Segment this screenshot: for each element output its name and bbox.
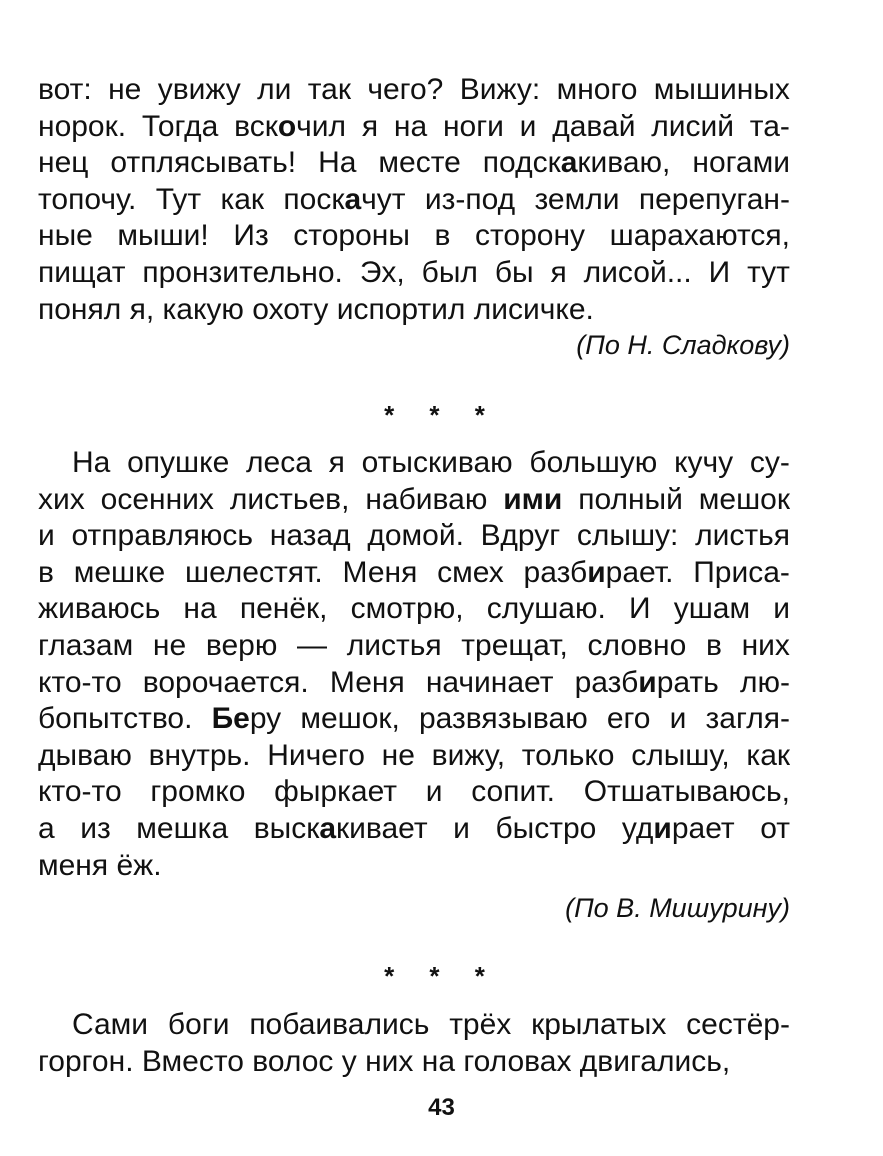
word: та- <box>749 109 790 143</box>
word: назад <box>269 519 351 553</box>
word: как <box>220 182 265 216</box>
word: пронзительно. <box>142 255 343 289</box>
word: Ничего <box>267 738 365 772</box>
word: и <box>773 592 790 626</box>
word: громко <box>150 775 246 809</box>
word: и <box>519 109 537 143</box>
word: шелестят. <box>185 555 323 589</box>
word: кто-то <box>38 665 122 699</box>
section-separator: * * * <box>384 961 499 991</box>
word: от <box>760 811 790 845</box>
word: был <box>421 255 478 289</box>
word: И <box>628 592 651 626</box>
word: Вдруг <box>480 519 561 553</box>
word: так <box>307 73 351 106</box>
word: леса <box>246 446 312 479</box>
word: я <box>550 255 567 289</box>
text-line <box>38 182 790 219</box>
word: кучу <box>674 446 734 479</box>
word: земли <box>534 182 620 216</box>
text-line <box>38 72 790 109</box>
text-section-gorgons <box>38 1007 790 1080</box>
word: лю- <box>739 665 790 699</box>
word: ли <box>257 73 292 106</box>
word: бы <box>494 255 534 289</box>
word: я <box>361 109 379 143</box>
word: мышиных <box>653 73 790 106</box>
word: ушам <box>673 592 751 626</box>
text-line <box>38 255 790 292</box>
text-line <box>38 218 790 255</box>
word: тут <box>747 255 790 289</box>
word: стороны <box>293 219 410 253</box>
word: Вижу: <box>459 73 541 106</box>
word: и <box>38 519 55 553</box>
word: Тут <box>155 182 202 216</box>
word: понял я, какую охоту испортил лисичке. <box>38 292 594 326</box>
word: боги <box>167 1008 230 1041</box>
word: а <box>38 811 55 845</box>
word: мешок, <box>300 702 400 736</box>
text-line <box>38 145 790 182</box>
word: разбирает. <box>523 555 674 589</box>
word: листья <box>346 628 442 662</box>
word: только <box>521 738 615 772</box>
text-line <box>38 628 790 665</box>
word: давай <box>552 109 636 143</box>
word: разбирать <box>574 665 719 699</box>
text-line <box>38 1007 790 1044</box>
word: слышу, <box>631 738 730 772</box>
word: бопытство. <box>38 702 193 736</box>
word: ные <box>38 219 93 253</box>
word: увижу <box>157 73 241 106</box>
text-line <box>38 811 790 848</box>
word: развязываю <box>418 702 588 736</box>
word: лисий <box>651 109 735 143</box>
word: мыши! <box>117 219 209 253</box>
word: На <box>72 446 111 479</box>
word: не <box>381 738 415 772</box>
word: побаивались <box>249 1008 430 1041</box>
word: я <box>328 446 345 479</box>
word: Эх, <box>359 255 405 289</box>
word: большую <box>529 446 658 479</box>
word: из <box>80 811 111 845</box>
word: Меня <box>329 665 405 699</box>
word: листья <box>695 519 790 553</box>
word: его <box>606 702 651 736</box>
text-line <box>38 445 790 482</box>
word: дываю <box>38 738 132 772</box>
text-line <box>38 518 790 555</box>
word: сопит. <box>471 775 555 809</box>
word: и <box>425 775 443 809</box>
page-number: 43 <box>428 1094 455 1121</box>
word: на <box>393 109 428 143</box>
word: домой. <box>367 519 464 553</box>
word: листьев, <box>229 482 350 516</box>
word: вскочил <box>234 109 347 143</box>
word: Тогда <box>141 109 219 143</box>
word: словно <box>587 628 687 662</box>
text-line <box>38 591 790 628</box>
word: шарахаются, <box>609 219 790 253</box>
word: осенних <box>100 482 214 516</box>
word: сестёр- <box>686 1008 790 1041</box>
word: ими <box>503 482 563 516</box>
word: На <box>318 146 357 180</box>
word: вижу, <box>431 738 506 772</box>
word: горгон. Вместо волос у них на головах двигались, <box>38 1044 731 1078</box>
word: Из <box>233 219 269 253</box>
word: перепуган- <box>638 182 790 216</box>
word: ворочается. <box>142 665 309 699</box>
word: ногами <box>692 146 790 180</box>
text-line <box>38 1044 790 1081</box>
word: фыркает <box>274 775 397 809</box>
text-line <box>38 665 790 702</box>
word: мешке <box>73 555 166 589</box>
word: отправляюсь <box>71 519 254 553</box>
word: смотрю, <box>350 592 464 626</box>
word: сторону <box>475 219 586 253</box>
word: трещат, <box>461 628 568 662</box>
word: топочу. <box>38 182 137 216</box>
word: в <box>38 555 54 589</box>
text-section-mishurin <box>38 445 790 884</box>
word: су- <box>749 446 790 479</box>
word: поскачут <box>283 182 406 216</box>
word: и <box>453 811 470 845</box>
word: вот: <box>38 73 92 106</box>
word: отыскиваю <box>361 446 513 479</box>
word: чего? <box>367 73 444 106</box>
word: удирает <box>621 811 735 845</box>
word: лисой... <box>583 255 692 289</box>
word: набиваю <box>365 482 488 516</box>
word: Беру <box>211 702 282 736</box>
word: из-под <box>424 182 516 216</box>
word: норок. <box>38 109 127 143</box>
word: выскакивает <box>253 811 428 845</box>
word: И <box>708 255 731 289</box>
text-line <box>38 109 790 146</box>
word: живаюсь <box>38 592 161 626</box>
word: трёх <box>449 1008 512 1041</box>
text-line <box>38 292 790 329</box>
word: не <box>152 628 187 662</box>
word: опушке <box>127 446 230 479</box>
word: смех <box>437 555 504 589</box>
word: ноги <box>442 109 504 143</box>
word: пищат <box>38 255 126 289</box>
text-line <box>38 482 790 519</box>
word: не <box>108 73 142 106</box>
word: хих <box>38 482 85 516</box>
word: слушаю. <box>486 592 606 626</box>
text-line <box>38 555 790 592</box>
word: и <box>669 702 687 736</box>
author-credit-mishurin: (По В. Мишурину) <box>565 893 790 923</box>
word: загля- <box>705 702 790 736</box>
word: слышу: <box>576 519 679 553</box>
word: меня ёж. <box>38 848 162 882</box>
word: Сами <box>72 1008 149 1041</box>
word: Приса- <box>693 555 790 589</box>
word: месте <box>378 146 461 180</box>
word: глазам <box>38 628 134 662</box>
word: — <box>297 628 328 662</box>
word: на <box>183 592 217 626</box>
word: быстро <box>495 811 597 845</box>
text-section-sladkov <box>38 72 790 328</box>
word: кто-то <box>38 775 122 809</box>
section-separator: * * * <box>384 400 499 430</box>
word: много <box>556 73 638 106</box>
word: начинает <box>425 665 554 699</box>
text-line <box>38 738 790 775</box>
word: верю <box>205 628 278 662</box>
word: внутрь. <box>148 738 251 772</box>
text-line <box>38 848 790 885</box>
word: Меня <box>342 555 418 589</box>
word: как <box>746 738 790 772</box>
word: в <box>434 219 451 253</box>
word: подскакиваю, <box>482 146 671 180</box>
author-credit-sladkov: (По Н. Сладкову) <box>576 330 790 360</box>
text-line <box>38 701 790 738</box>
word: них <box>741 628 790 662</box>
word: нец <box>38 146 89 180</box>
word: Отшатываюсь, <box>583 775 790 809</box>
word: крылатых <box>531 1008 667 1041</box>
word: отплясывать! <box>110 146 297 180</box>
word: полный <box>578 482 683 516</box>
word: мешка <box>136 811 229 845</box>
word: в <box>705 628 722 662</box>
text-line <box>38 774 790 811</box>
word: мешок <box>698 482 790 516</box>
word: пенёк, <box>239 592 328 626</box>
